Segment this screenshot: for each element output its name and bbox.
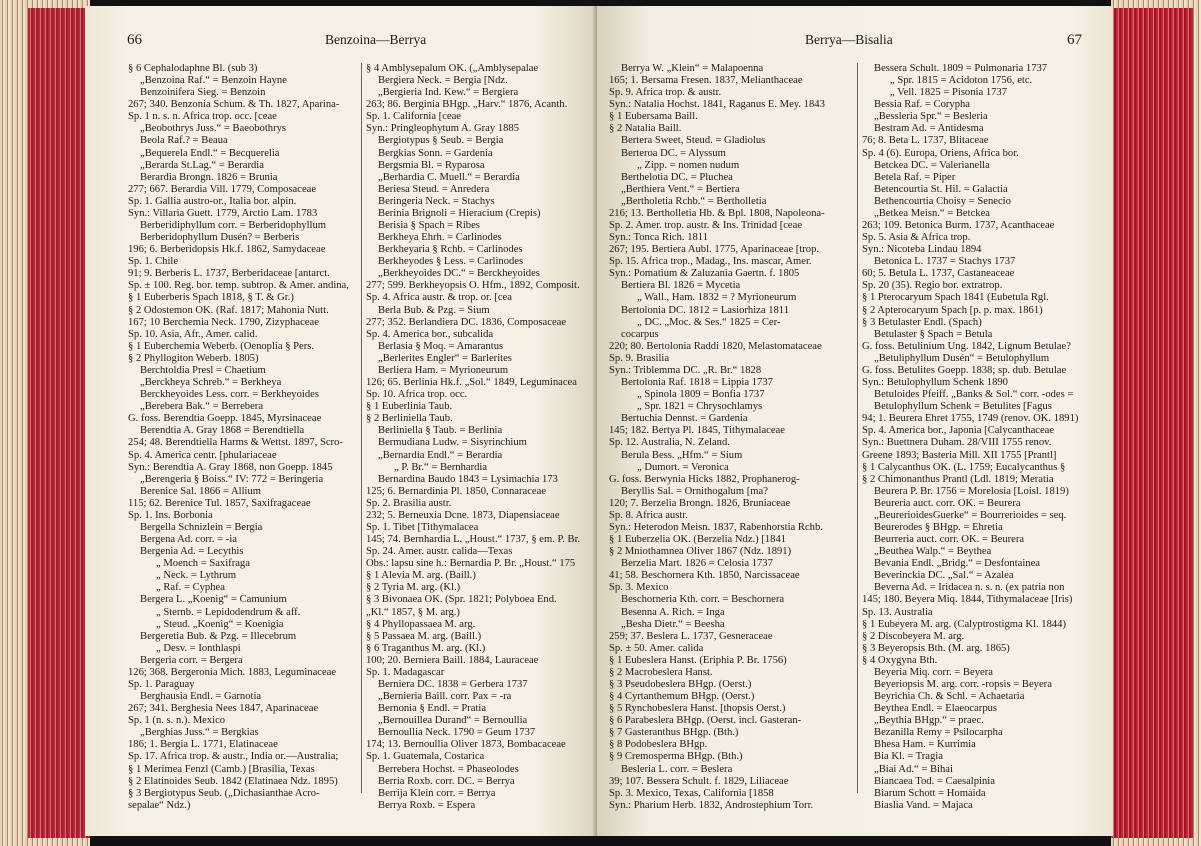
entry-line: § 6 Traganthus M. arg. (Kl.) <box>366 642 486 654</box>
entry-line: „ Wall., Ham. 1832 = ? Myrioneurum <box>637 292 797 304</box>
entry-line: Benzoinifera Sieg. = Benzoin <box>140 87 266 99</box>
right-page-edges <box>1111 0 1201 846</box>
entry-line: „Berkheyoides DC.“ = Berckheyoides <box>378 268 540 280</box>
entry-line: Sp. 3. Mexico <box>609 582 669 594</box>
entry-line: „Berthiera Vent.“ = Bertiera <box>621 183 740 195</box>
entry-line: G. foss. Betulinium Ung. 1842, Lignum Betulae? <box>862 340 1071 352</box>
entry-line: Beurerodes § BHgp. = Ehretia <box>874 521 1003 533</box>
entry-line: Sp. 4. America bor., subcalida <box>366 328 494 340</box>
left-page <box>85 6 597 836</box>
entry-line: Bezanilla Remy = Psilocarpha <box>874 727 1003 739</box>
entry-line: 120; 7. Berzelia Brongn. 1826, Bruniaceae <box>609 497 791 509</box>
entry-line: § 3 Beyeropsis Bth. (M. arg. 1865) <box>862 642 1010 654</box>
entry-line: Bernardina Baudo 1843 = Lysimachia 173 <box>378 473 558 485</box>
entry-line: Sp. 4. Africa austr. & trop. or. [cea <box>366 292 512 304</box>
entry-line: Greene 1893; Basteria Mill. XII 1755 [Prantl] <box>862 449 1057 461</box>
entry-line: Sp. 2. Amer. trop. austr. & Ins. Trinidad [ceae <box>609 220 803 232</box>
entry-line: „ Desv. = Ionthlaspi <box>156 642 241 654</box>
entry-line: „Bernieria Baill. corr. Pax = -ra <box>378 691 512 703</box>
entry-line: „Bessleria Spr.“ = Besleria <box>874 111 988 123</box>
entry-line: 216; 13. Bertholletia Hb. & Bpl. 1808, Napoleona- <box>609 207 825 219</box>
entry-line: „ Sternb. = Lepidodendrum & aff. <box>156 606 301 618</box>
entry-line: § 1 Calycanthus OK. (L. 1759; Eucalycanthus § <box>862 461 1066 473</box>
entry-line: 115; 62. Berenice Tul. 1857, Saxifragaceae <box>128 497 311 509</box>
entry-line: Beyeriopsis M. arg. corr. -ropsis = Beyera <box>874 678 1052 690</box>
entry-line: Sp. 15. Africa trop., Madag., Ins. mascar, Amer. <box>609 256 812 268</box>
entry-line: Beythea Endl. = Elaeocarpus <box>874 703 998 715</box>
entry-line: § 1 Eubersama Baill. <box>609 111 698 123</box>
entry-line: § 2 Mniothamnea Oliver 1867 (Ndz. 1891) <box>609 546 792 558</box>
entry-line: Beyeria Miq. corr. = Beyera <box>874 666 993 678</box>
entry-line: „ Spinola 1809 = Bonfia 1737 <box>637 389 765 401</box>
entry-line: § 2 Discobeyera M. arg. <box>862 630 965 642</box>
entry-line: § 5 Rynchobeslera Hanst. [thopsis Oerst.) <box>609 703 786 715</box>
entry-line: § 1 Eubeyera M. arg. (Calyptrostigma Kl. 1844) <box>862 618 1066 630</box>
entry-line: Berula Bess. „Hfm.“ = Sium <box>621 449 743 461</box>
entry-line: § 3 Betulaster Endl. (Spach) <box>862 316 982 328</box>
entry-line: Beurera P. Br. 1756 = Morelosia [Loisl. 1819) <box>874 485 1069 497</box>
entry-line: Betulophyllum Schenk = Betulites [Fagus <box>874 401 1052 413</box>
entry-line: Bergera L. „Koenig“ = Camunium <box>140 594 287 606</box>
entry-line: Beverinckia DC. „Sal.“ = Azalea <box>874 570 1014 582</box>
entry-line: § 2 Tyria M. arg. (Kl.) <box>366 582 461 594</box>
entry-line: Bertiera Bl. 1826 = Mycetia <box>621 280 741 292</box>
entry-line: G. foss. Berendtia Goepp. 1845, Myrsinaceae <box>128 413 322 425</box>
entry-line: „Berengeria § Boiss.“ IV: 772 = Beringeria <box>140 473 324 485</box>
entry-line: „Bernouillea Durand“ = Bernoullia <box>378 715 528 727</box>
entry-line: Berrija Klein corr. = Berrya <box>378 787 496 799</box>
entry-line: 277; 667. Berardia Vill. 1779, Composaceae <box>128 183 317 195</box>
entry-line: „ Dumort. = Veronica <box>637 461 729 473</box>
entry-line: Berberidiphyllum corr. = Berberidophyllum <box>140 220 327 232</box>
entry-line: Sp. 10. Africa trop. occ. <box>366 389 468 401</box>
entry-line: Sp. 1. Tibet [Tithymalacea <box>366 521 479 533</box>
entry-line: Bermudiana Ludw. = Sisyrinchium <box>378 437 527 449</box>
entry-line: Syn.: Heterodon Meisn. 1837, Rabenhorstia Rchb. <box>609 521 823 533</box>
entry-line: Bergena Ad. corr. = -ia <box>140 534 237 546</box>
entry-line: § 4 Oxygyna Bth. <box>862 654 938 666</box>
entry-line: Bernonia § Endl. = Pratia <box>378 703 487 715</box>
entry-line: Betela Raf. = Piper <box>874 171 956 183</box>
entry-line: Bethencourtia Choisy = Senecio <box>874 195 1011 207</box>
right-column-2 <box>862 63 1102 812</box>
entry-line: 167; 10 Berchemia Neck. 1790, Zizyphaceae <box>128 316 319 328</box>
entry-line: „Beobothrys Juss.“ = Baeobothrys <box>140 123 287 135</box>
entry-line: 277; 599. Berkheyopsis O. Hfm., 1892, Composit. <box>366 280 580 292</box>
entry-line: Berliniella § Taub. = Berlinia <box>378 425 503 437</box>
entry-line: „BeurerioidesGuerke“ = Bourrerioides = seq. <box>874 509 1067 521</box>
right-column-1 <box>609 63 854 812</box>
entry-line: 267; 195. Bertiera Aubl. 1775, Aparinaceae [trop. <box>609 244 820 256</box>
entry-line: Besenna A. Rich. = Inga <box>621 606 725 618</box>
left-running-head: Benzoina—Berrya <box>325 32 427 47</box>
entry-line: Beringeria Neck. = Stachys <box>378 195 495 207</box>
entry-line: „ P. Br.“ = Bernhardia <box>394 461 488 473</box>
entry-line: 145; 74. Bernhardia L. „Houst.“ 1737, § em. P. Br. <box>366 534 581 546</box>
entry-line: § 1 Merimea Fenzl (Camb.) [Brasilia, Texas <box>128 763 315 775</box>
entry-line: Bestram Ad. = Antidesma <box>874 123 984 135</box>
entry-line: Bertuchia Dennst. = Gardenia <box>621 413 748 425</box>
entry-line: Betonica L. 1737 = Stachys 1737 <box>874 256 1016 268</box>
entry-line: Bergella Schnizlein = Bergia <box>140 521 263 533</box>
entry-line: Berzelia Mart. 1826 = Celosia 1737 <box>621 558 773 570</box>
entry-line: § 1 Euberberis Spach 1818, § T. & Gr.) <box>128 292 294 304</box>
entry-line: § 1 Euberlinia Taub. <box>366 401 453 413</box>
entry-line: Syn.: Pomatium & Zaluzania Gaertn. f. 1805 <box>609 268 800 280</box>
entry-line: 126; 65. Berlinia Hk.f. „Sol.“ 1849, Leguminacea <box>366 377 577 389</box>
entry-line: Sp. 17. Africa trop. & austr., India or.—Australia; <box>128 751 339 763</box>
entry-line: Berkheyaria § Rchb. = Carlinodes <box>378 244 523 256</box>
entry-line: Beschorneria Kth. corr. = Beschornera <box>621 594 785 606</box>
entry-line: Sp. 8. Africa austr. <box>609 509 688 521</box>
entry-line: Syn.: Pringleophytum A. Gray 1885 <box>366 123 520 135</box>
entry-line: Syn.: Pharium Herb. 1832, Androstephium Torr. <box>609 799 814 811</box>
entry-line: 39; 107. Bessera Schult. f. 1829, Liliaceae <box>609 775 789 787</box>
entry-line: Sp. 24. Amer. austr. calida—Texas <box>366 546 513 558</box>
entry-line: Betencourtia St. Hil. = Galactia <box>874 183 1008 195</box>
entry-line: Sp. 1. California [ceae <box>366 111 462 123</box>
entry-line: „ Vell. 1825 = Pisonia 1737 <box>890 87 1008 99</box>
entry-line: § 2 Phyllogiton Weberb. 1805) <box>128 352 259 364</box>
entry-line: Sp. 1 n. s. n. Africa trop. occ. [ceae <box>128 111 277 123</box>
right-red-edge <box>1111 8 1193 838</box>
entry-line: 220; 80. Bertolonia Raddi 1820, Melastomataceae <box>609 340 822 352</box>
entry-line: § 1 Euberchemia Weberb. (Oenoplia § Pers. <box>128 340 315 352</box>
entry-line: Sp. 20 (35). Regio bor. extratrop. <box>862 280 1003 292</box>
entry-line: § 1 Alevia M. arg. (Baill.) <box>366 570 476 582</box>
entry-line: Sp. 1. Madagascar <box>366 666 445 678</box>
entry-line: 91; 9. Berberis L. 1737, Berberidaceae [antarct. <box>128 268 330 280</box>
entry-line: § 6 Cephalodaphne Bl. (sub 3) <box>128 63 258 74</box>
entry-line: Sp. 1. Chile <box>128 256 179 268</box>
entry-line: 267; 340. Benzonia Schum. & Th. 1827, Aparina- <box>128 99 340 111</box>
entry-line: Biaslia Vand. = Majaca <box>874 799 973 811</box>
entry-line: 145; 182. Bertya Pl. 1845, Tithymalaceae <box>609 425 785 437</box>
entry-line: 277; 352. Berlandiera DC. 1836, Composaceae <box>366 316 567 328</box>
entry-line: „Berlerites Engler“ = Barlerites <box>378 352 512 364</box>
entry-line: 145; 180. Beyera Miq. 1844, Tithymalaceae [Iris) <box>862 594 1073 606</box>
entry-line: Beola Raf.? = Beaua <box>140 135 228 147</box>
entry-line: § 4 Cyrtanthemum BHgp. (Oerst.) <box>609 691 755 703</box>
entry-line: Sp. ± 100. Reg. bor. temp. subtrop. & Amer. andina, <box>128 280 349 292</box>
entry-line: „Beythia BHgp.“ = praec. <box>874 715 984 727</box>
entry-line: 267; 341. Berghesia Nees 1847, Aparinaceae <box>128 703 319 715</box>
entry-line: „ Steud. „Koenig“ = Koenigia <box>156 618 284 630</box>
entry-line: Sp. 4 (6). Europa, Oriens, Africa bor. <box>862 147 1019 159</box>
entry-line: Besleria L. corr. = Beslera <box>621 763 733 775</box>
entry-line: § 2 Macrobeslera Hanst. <box>609 666 713 678</box>
entry-line: Sp. 1. Paraguay <box>128 678 195 690</box>
entry-line: Berrya W. „Klein“ = Malapoenna <box>621 63 764 74</box>
entry-line: Sp. 4. America centr. [phulariaceae <box>128 449 277 461</box>
entry-line: Bergiera Neck. = Bergia [Ndz. <box>378 75 508 87</box>
entry-line: 259; 37. Beslera L. 1737, Gesneraceae <box>609 630 773 642</box>
entry-line: § 1 Pterocaryum Spach 1841 (Eubetula Rgl. <box>862 292 1049 304</box>
entry-line: § 4 Amblysepalum OK. („Amblysepalae <box>366 63 539 74</box>
entry-line: sepalae“ Ndz.) <box>128 799 191 811</box>
entry-line: 263; 109. Betonica Burm. 1737, Acanthaceae <box>862 220 1055 232</box>
entry-line: Berendtia A. Gray 1868 = Berendtiella <box>140 425 305 437</box>
entry-line: „Betuliphyllum Dusén“ = Betulophyllum <box>874 352 1050 364</box>
entry-line: „Bequerela Endl.“ = Becquerelia <box>140 147 280 159</box>
entry-line: Sp. 3. Mexico, Texas, California [1858 <box>609 787 774 799</box>
entry-line: „Beuthea Walp.“ = Beythea <box>874 546 992 558</box>
entry-line: Sp. 12. Australia, N. Zeland. <box>609 437 730 449</box>
entry-line: 254; 48. Berendtiella Harms & Wettst. 1897, Scro- <box>128 437 343 449</box>
entry-line: § 2 Natalia Baill. <box>609 123 682 135</box>
entry-line: Bergiotypus § Seub. = Bergia <box>378 135 504 147</box>
entry-line: „ Raf. = Cyphea <box>156 582 225 594</box>
entry-line: 263; 86. Berginia BHgp. „Harv.“ 1876, Acanth. <box>366 99 568 111</box>
entry-line: „ Spr. 1821 = Chrysochlamys <box>637 401 763 413</box>
entry-line: Betulaster § Spach = Betula <box>874 328 993 340</box>
entry-line: § 7 Gasteranthus BHgp. (Bth.) <box>609 727 739 739</box>
entry-line: Berinia Brignoli = Hieracium (Crepis) <box>378 207 541 219</box>
entry-line: § 5 Passaea M. arg. (Baill.) <box>366 630 482 642</box>
entry-line: Berberidophyllum Dusén? = Berberis <box>140 232 300 244</box>
entry-line: Bergeretia Bub. & Pzg. = Illecebrum <box>140 630 297 642</box>
entry-line: Berthelotia DC. = Pluchea <box>621 171 733 183</box>
entry-line: Syn.: Nicoteba Lindau 1894 <box>862 244 982 256</box>
entry-line: G. foss. Betulites Goepp. 1838; sp. dub. Betulae <box>862 364 1067 376</box>
entry-line: „ Moench = Saxifraga <box>156 558 250 570</box>
entry-line: Betuloides Pfeiff. „Banks & Sol.“ corr. -odes = <box>874 389 1074 401</box>
entry-line: Sp. 1. Guatemala, Costarica <box>366 751 485 763</box>
entry-line: „Betkea Meisn.“ = Betckea <box>874 207 990 219</box>
entry-line: Beurreria auct. corr. OK. = Beurera <box>874 534 1025 546</box>
entry-line: Bertera Sweet, Steud. = Gladiolus <box>621 135 766 147</box>
entry-line: Beverna Ad. = Iridacea n. s. n. (ex patria non <box>874 582 1065 594</box>
entry-line: Bergenia Ad. = Lecythis <box>140 546 244 558</box>
left-red-edge <box>28 8 90 838</box>
entry-line: Biancaea Tod. = Caesalpinia <box>874 775 995 787</box>
left-column-1 <box>128 63 360 812</box>
entry-line: Sp. 13. Australia <box>862 606 933 618</box>
entry-line: „Bertholetia Rchb.“ = Bertholletia <box>621 195 767 207</box>
entry-line: „Berhardia C. Muell.“ = Berardia <box>378 171 520 183</box>
entry-line: Berrebera Hochst. = Phaseolodes <box>378 763 519 775</box>
right-page <box>597 6 1113 836</box>
entry-line: Syn.: Natalia Hochst. 1841, Raganus E. Mey. 1843 <box>609 99 825 111</box>
right-page-number: 67 <box>1067 32 1082 48</box>
entry-line: Obs.: lapsu sine h.: Bernardia P. Br. „Houst.“ 175 <box>366 558 576 570</box>
entry-line: § 3 Pseudobeslera BHgp. (Oerst.) <box>609 678 752 690</box>
entry-line: Bergkias Sonn. = Gardenia <box>378 147 493 159</box>
left-column-divider <box>361 63 362 793</box>
entry-line: Bergeria corr. = Bergera <box>140 654 243 666</box>
entry-line: Bernoullia Neck. 1790 = Geum 1737 <box>378 727 536 739</box>
entry-line: Sp. 1. Ins. Borbonia <box>128 509 213 521</box>
entry-line: Syn.: Berendtia A. Gray 1868, non Goepp. 1845 <box>128 461 333 473</box>
entry-line: Sp. 2. Brasilia austr. <box>366 497 452 509</box>
entry-line: Sp. 1. Gallia austro-or., Italia bor. alpin. <box>128 195 297 207</box>
entry-line: § 9 Cremosperma BHgp. (Bth.) <box>609 751 743 763</box>
entry-line: „Biai Ad.“ = Bihai <box>874 763 953 775</box>
entry-line: Bergsmia Bl. = Ryparosa <box>378 159 485 171</box>
entry-line: „Berarda St.Lag.“ = Berardia <box>140 159 264 171</box>
entry-line: § 4 Phyllopassaea M. arg. <box>366 618 476 630</box>
entry-line: Sp. 5. Asia & Africa trop. <box>862 232 971 244</box>
entry-line: Sp. 1 (n. s. n.). Mexico <box>128 715 226 727</box>
entry-line: „Bernardia Endl.“ = Berardia <box>378 449 503 461</box>
entry-line: Sp. 9. Brasilia <box>609 352 670 364</box>
entry-line: 41; 58. Beschornera Kth. 1850, Narcissaceae <box>609 570 800 582</box>
entry-line: § 6 Parabeslera BHgp. (Oerst. incl. Gasteran- <box>609 715 802 727</box>
entry-line: cocarpus <box>621 328 659 340</box>
entry-line: Berteroa DC. = Alyssum <box>621 147 726 159</box>
entry-line: „Berghias Juss.“ = Bergkias <box>140 727 259 739</box>
entry-line: § 2 Odostemon OK. (Raf. 1817; Mahonia Nutt. <box>128 304 329 316</box>
entry-line: Beryllis Sal. = Ornithogalum [ma? <box>621 485 768 497</box>
entry-line: 126; 368. Bergeronia Mich. 1883, Leguminaceae <box>128 666 337 678</box>
entry-line: Bessera Schult. 1809 = Pulmonaria 1737 <box>874 63 1048 74</box>
entry-line: Beureria auct. corr. OK. = Beurera <box>874 497 1021 509</box>
left-page-edges <box>0 0 90 846</box>
entry-line: 60; 5. Betula L. 1737, Castaneaceae <box>862 268 1015 280</box>
entry-line: § 1 Euberzelia OK. (Berzelia Ndz.) [1841 <box>609 534 787 546</box>
entry-line: Syn.: Tonca Rich. 1811 <box>609 232 709 244</box>
entry-line: 165; 1. Bersama Fresen. 1837, Melianthaceae <box>609 75 803 87</box>
entry-line: Berenice Sal. 1866 = Allium <box>140 485 262 497</box>
entry-line: Berrya Roxb. = Espera <box>378 799 476 811</box>
entry-line: 186; 1. Bergia L. 1771, Elatinaceae <box>128 739 278 751</box>
entry-line: „ Zipp. = nomen nudum <box>637 159 740 171</box>
entry-line: Betckea DC. = Valerianella <box>874 159 990 171</box>
entry-line: Berchtoldia Presl = Chaetium <box>140 364 266 376</box>
right-running-head: Berrya—Bisalia <box>805 32 893 47</box>
entry-line: Bia Kl. = Tragia <box>874 751 943 763</box>
entry-line: „Berckheya Schreb.“ = Berkheya <box>140 377 282 389</box>
entry-line: „ DC. „Moc. & Ses.“ 1825 = Cer- <box>637 316 781 328</box>
entry-line: „Besha Dietr.“ = Beesha <box>621 618 725 630</box>
entry-line: „ Spr. 1815 = Acidoton 1756, etc. <box>890 75 1033 87</box>
entry-line: Berlasia § Moq. = Amarantus <box>378 340 504 352</box>
entry-line: § 8 Podobeslera BHgp. <box>609 739 708 751</box>
entry-line: Sp. 4. America bor., Japonia [Calycanthaceae <box>862 425 1055 437</box>
entry-line: „ Neck. = Lythrum <box>156 570 237 582</box>
entry-line: 94; 1. Beurera Ehret 1755, 1749 (renov. OK. 1891) <box>862 413 1079 425</box>
entry-line: „Kl.“ 1857, § M. arg.) <box>366 606 460 618</box>
entry-line: § 2 Berliniella Taub. <box>366 413 453 425</box>
entry-line: § 3 Bivonaea OK. (Spr. 1821; Polyboea End. <box>366 594 557 606</box>
entry-line: „Bergieria Ind. Kew.“ = Bergiera <box>378 87 519 99</box>
entry-line: § 2 Chimonanthus Prantl (Ldl. 1819; Meratia <box>862 473 1054 485</box>
entry-line: Beyrichia Ch. & Schl. = Achaetaria <box>874 691 1025 703</box>
entry-line: Berardia Brongn. 1826 = Brunia <box>140 171 278 183</box>
entry-line: Bessia Raf. = Corypha <box>874 99 971 111</box>
entry-line: § 1 Eubeslera Hanst. (Eriphia P. Br. 1756) <box>609 654 787 666</box>
entry-line: 174; 13. Bernoullia Oliver 1873, Bombacaceae <box>366 739 566 751</box>
entry-line: Sp. 10. Asia, Afr., Amer. calid. <box>128 328 258 340</box>
right-column-divider <box>857 63 858 793</box>
entry-line: G. foss. Berwynia Hicks 1882, Prophanerog- <box>609 473 800 485</box>
entry-line: Berghausia Endl. = Garnotia <box>140 691 262 703</box>
entry-line: Berla Bub. & Pzg. = Sium <box>378 304 490 316</box>
entry-line: Berkheya Ehrh. = Carlinodes <box>378 232 502 244</box>
entry-line: § 2 Apterocaryum Spach [p. p. max. 1861) <box>862 304 1043 316</box>
entry-line: Sp. ± 50. Amer. calida <box>609 642 704 654</box>
entry-line: Berniera DC. 1838 = Gerbera 1737 <box>378 678 528 690</box>
entry-line: Syn.: Buettnera Duham. 28/VIII 1755 renov. <box>862 437 1052 449</box>
entry-line: Bertolonia DC. 1812 = Lasiorhiza 1811 <box>621 304 789 316</box>
entry-line: 76; 8. Beta L. 1737, Blitaceae <box>862 135 989 147</box>
entry-line: 125; 6. Bernardinia Pl. 1850, Connaraceae <box>366 485 547 497</box>
left-page-number: 66 <box>127 32 142 48</box>
entry-line: Berliera Ham. = Myrioneurum <box>378 364 509 376</box>
left-column-2 <box>366 63 592 812</box>
entry-line: Sp. 9. Africa trop. & austr. <box>609 87 722 99</box>
entry-line: Bevania Endl. „Bridg.“ = Desfontainea <box>874 558 1041 570</box>
entry-line: Berisia § Spach = Ribes <box>378 220 480 232</box>
entry-line: 196; 6. Berberidopsis Hk.f. 1862, Samydaceae <box>128 244 326 256</box>
entry-line: 232; 5. Berneuxia Dcne. 1873, Diapensiaceae <box>366 509 560 521</box>
entry-line: 100; 20. Berniera Baill. 1884, Lauraceae <box>366 654 539 666</box>
entry-line: Beriesa Steud. = Anredera <box>378 183 490 195</box>
entry-line: § 3 Bergiotypus Seub. („Dichasianthae Acro- <box>128 787 320 799</box>
entry-line: „Berebera Bak.“ = Berrebera <box>140 401 264 413</box>
entry-line: Berckheyoides Less. corr. = Berkheyoides <box>140 389 319 401</box>
entry-line: Berkheyodes § Less. = Carlinodes <box>378 256 524 268</box>
entry-line: Bertolonia Raf. 1818 = Lippia 1737 <box>621 377 773 389</box>
entry-line: Syn.: Villaria Guett. 1779, Arctio Lam. 1783 <box>128 207 318 219</box>
entry-line: § 2 Elatinoides Seub. 1842 (Elatinaea Ndz. 1895) <box>128 775 338 787</box>
entry-line: Bhesa Ham. = Kurrimia <box>874 739 976 751</box>
entry-line: Syn.: Triblemma DC. „R. Br.“ 1828 <box>609 364 762 376</box>
entry-line: Syn.: Betulophyllum Schenk 1890 <box>862 377 1008 389</box>
entry-line: „Benzoina Raf.“ = Benzoin Hayne <box>140 75 287 87</box>
entry-line: Biarum Schott = Homaida <box>874 787 986 799</box>
entry-line: Berria Roxb. corr. DC. = Berrya <box>378 775 515 787</box>
